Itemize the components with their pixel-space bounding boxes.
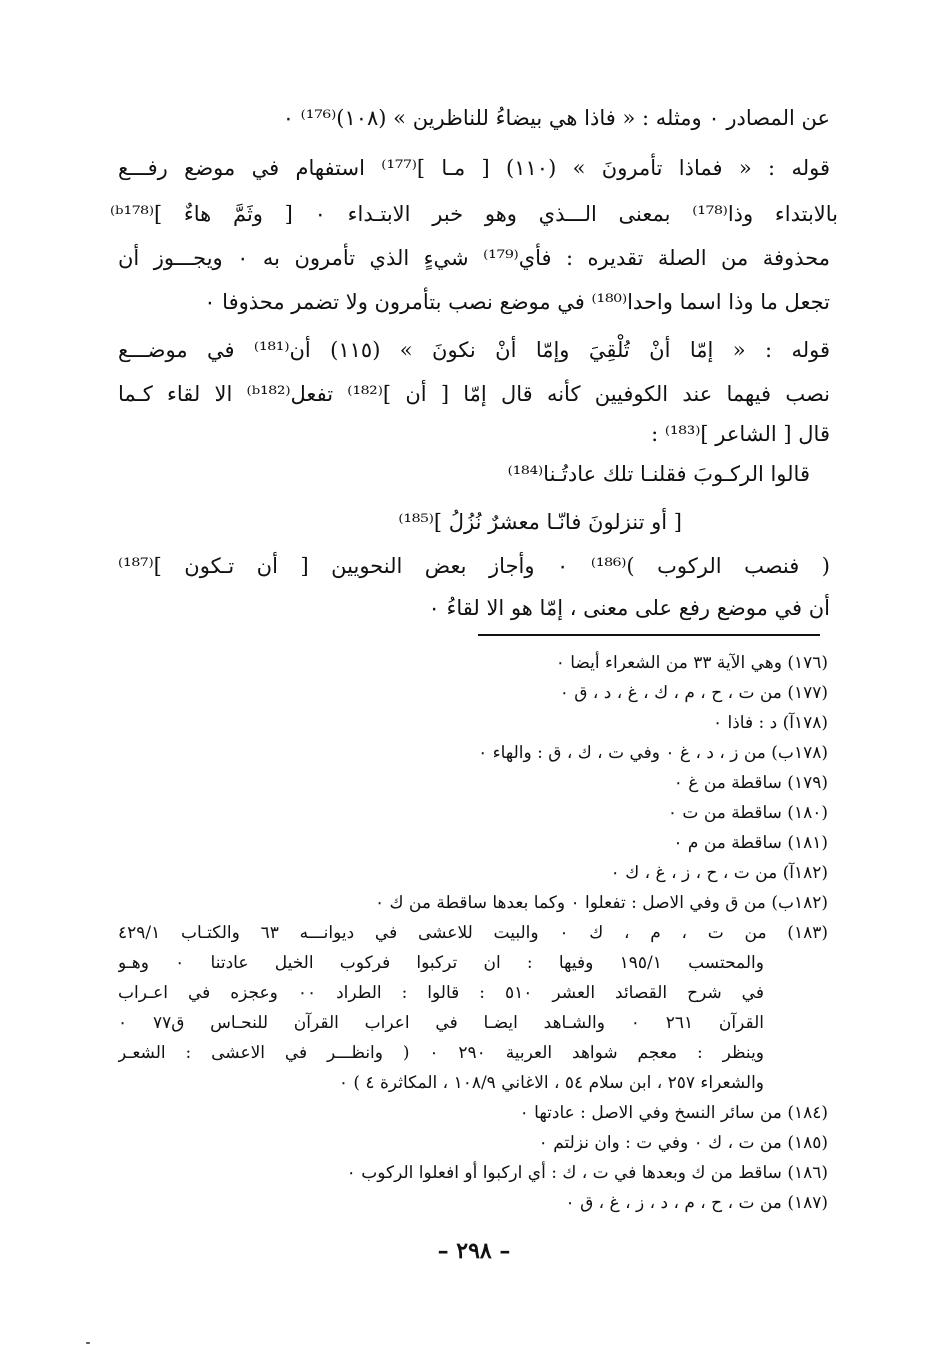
verse-second-hemistich: [ أو تنزلونَ فانّـا معشرٌ نُزُلُ ]⁽¹⁸⁵⁾ <box>398 510 682 534</box>
text-line: تجعل ما وذا اسما واحدا⁽¹⁸⁰⁾ في موضع نصب بتأمرون ولا تضمر محذوفا ٠ <box>204 290 830 314</box>
page-number: – ٢٩٨ – <box>437 1238 511 1264</box>
footnote-continuation: في شرح القصائد العشر ٥١٠ : قالوا : الطراد ٠٠ وعجزه في اعـراب <box>118 983 764 1003</box>
footnote: (١٨٦) ساقط من ك وبعدها في ت ، ك : أي اركبوا أو افعلوا الركوب ٠ <box>346 1163 828 1183</box>
text-line: قال [ الشاعر ]⁽¹⁸³⁾ : <box>651 422 830 446</box>
text-line: ( فنصب الركوب )⁽¹⁸⁶⁾ ٠ وأجاز بعض النحويين [ أن تـكون ]⁽¹⁸⁷⁾ <box>118 554 830 578</box>
text-line: قوله : « إمّا أنْ تُلْقِيَ وإمّا أنْ نكونَ » (١١٥) أن⁽¹⁸¹⁾ في موضـــع <box>118 338 830 362</box>
footnote: (١٨٥) من ت ، ك ٠ وفي ت : وان نزلتم ٠ <box>538 1133 828 1153</box>
text-line: قوله : « فماذا تأمرونَ » (١١٠) [ مـا ]⁽¹⁷⁷⁾ استفهام في موضع رفـــع <box>118 156 830 180</box>
text-line: أن في موضع رفع على معنى ، إمّا هو الا لقاءُ ٠ <box>428 596 830 620</box>
footnote-separator <box>478 634 820 636</box>
footnote: (١٧٨آ) د : فاذا ٠ <box>712 713 828 733</box>
footnote: (١٧٩) ساقطة من غ ٠ <box>673 773 828 793</box>
text-line: نصب فيهما عند الكوفيين كأنه قال إمّا [ أن ]⁽¹⁸²⁾ تفعل⁽ᵇ¹⁸²⁾ الا لقاء كـما <box>118 382 830 406</box>
footnote: (١٧٧) من ت ، ح ، م ، ك ، غ ، د ، ق ٠ <box>559 683 828 703</box>
footnote: (١٧٨ب) من ز ، د ، غ ٠ وفي ت ، ك ، ق : والهاء ٠ <box>478 743 828 763</box>
footnote: (١٨٧) من ت ، ح ، م ، د ، ز ، غ ، ق ٠ <box>565 1193 828 1213</box>
text-line: عن المصادر ٠ ومثله : « فاذا هي بيضاءُ للناظرين » (١٠٨)⁽¹⁷⁶⁾ ٠ <box>282 106 830 130</box>
verse-first-hemistich: قالوا الركـوبَ فقلنـا تلك عادتُـنا⁽¹⁸⁴⁾ <box>507 462 810 486</box>
footnote: (١٧٦) وهي الآية ٣٣ من الشعراء أيضا ٠ <box>555 653 828 673</box>
footnote: (١٨١) ساقطة من م ٠ <box>673 833 828 853</box>
footnote-continuation: القرآن ٢٦١ ٠ والشـاهد ايضـا في اعراب القرآن للنحـاس ق٧٧ ٠ <box>118 1013 764 1033</box>
text-line: محذوفة من الصلة تقديره : فأي⁽¹⁷⁹⁾ شيءٍ الذي تأمرون به ٠ ويجـــوز أن <box>118 246 830 270</box>
footnote-continuation: وينظر : معجم شواهد العربية ٢٩٠ ٠ ( وانظـــر في الاعشى : الشعـر <box>118 1043 764 1063</box>
footnote: (١٨٢آ) من ت ، ح ، ز ، غ ، ك ٠ <box>610 863 828 883</box>
footnote: (١٨٠) ساقطة من ت ٠ <box>667 803 828 823</box>
text-line: بالابتداء وذا⁽¹⁷⁸⁾ بمعنى الـــذي وهو خبر الابتـداء ٠ [ وثَمَّ هاءٌ ]⁽ᵇ¹⁷⁸⁾ <box>110 202 838 226</box>
footnote: (١٨٣) من ت ، م ، ك ٠ والبيت للاعشى في ديوانـــه ٦٣ والكتـاب ٤٢٩/١ <box>118 923 828 943</box>
footnote: (١٨٤) من سائر النسخ وفي الاصل : عادتها ٠ <box>519 1103 828 1123</box>
footnote: (١٨٢ب) من ق وفي الاصل : تفعلوا ٠ وكما بعدها ساقطة من ك ٠ <box>374 893 828 913</box>
footnote-continuation: والمحتسب ١٩٥/١ وفيها : ان تركبوا فركوب الخيل عادتنا ٠ وهـو <box>118 953 764 973</box>
footnote-continuation: والشعراء ٢٥٧ ، ابن سلام ٥٤ ، الاغاني ١٠٨/٩ ، المكاثرة ٤ ) ٠ <box>338 1073 764 1093</box>
scan-speck <box>86 1342 90 1344</box>
